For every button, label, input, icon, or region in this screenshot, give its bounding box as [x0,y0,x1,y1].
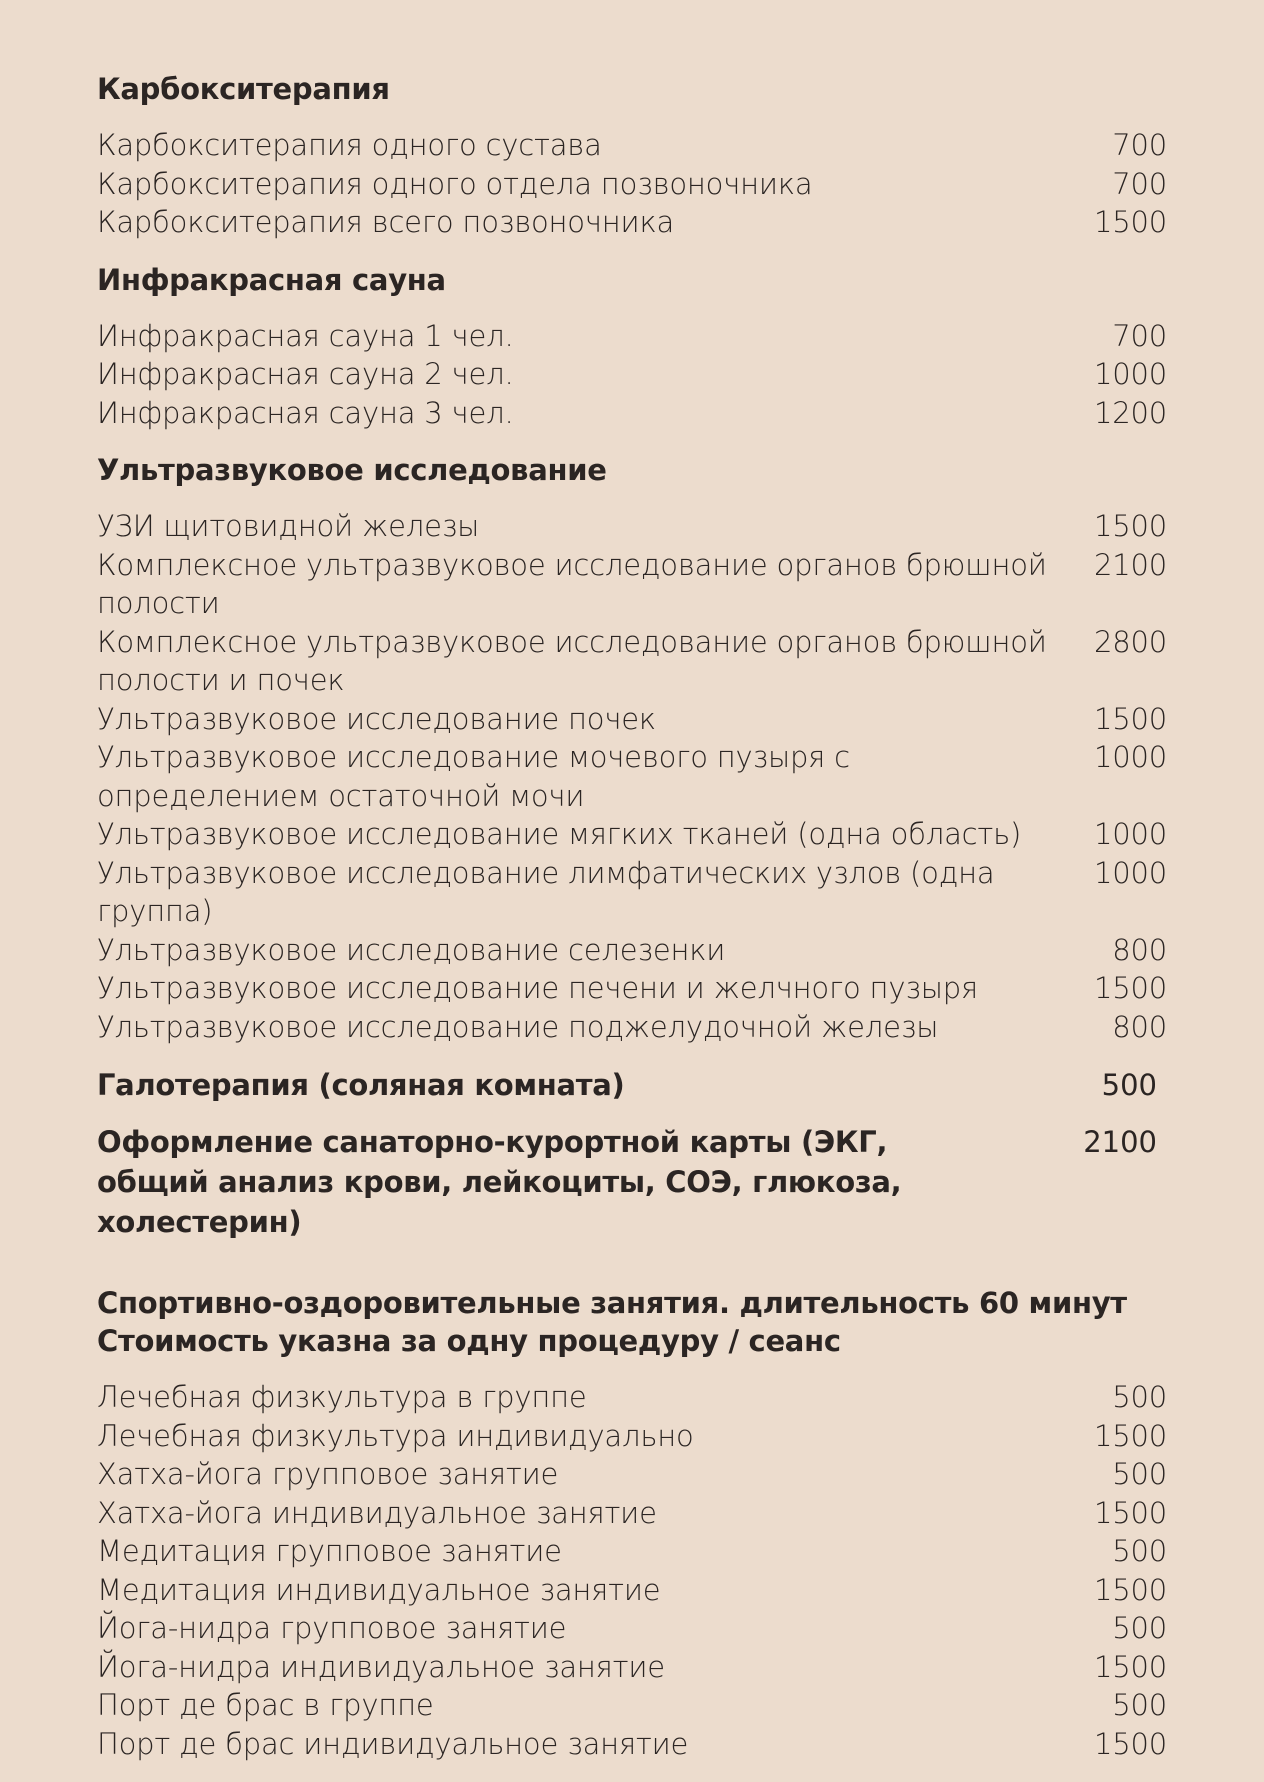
section-title-line: Спортивно-оздоровительные занятия. длительность 60 минут [97,1286,1127,1320]
service-price: 1500 [1093,971,1167,1005]
service-price: 1500 [1093,1726,1167,1761]
price-row [97,815,1167,854]
service-price: 1000 [1093,740,1167,774]
service-price: 1500 [1093,1572,1167,1607]
service-name: Медитация индивидуальное занятие [97,1572,661,1607]
price-row [97,1648,1167,1687]
service-price: 1200 [1093,395,1167,430]
service-name: Ультразвуковое исследование селезенки [97,932,726,967]
section-subtitle-line: Стоимость указна за одну процедуру / сеанс [97,1324,841,1358]
price-row [97,165,1167,204]
price-row [97,394,1167,433]
service-name: Оформление санаторно-курортной карты (ЭКГ, общий анализ крови, лейкоциты, СОЭ, глюкоза, холестерин) [97,1125,902,1239]
service-price: 1500 [1093,701,1167,736]
service-name: Галотерапия (соляная комната) [97,1068,625,1102]
service-price: 1000 [1093,357,1167,391]
service-name: Лечебная физкультура в группе [97,1380,587,1414]
service-price: 700 [1112,166,1167,201]
service-name: Порт де брас в группе [97,1688,434,1722]
price-row [97,317,1167,356]
price-row [97,623,1167,700]
service-price: 800 [1112,1009,1167,1044]
service-name: Инфракрасная сауна 2 чел. [97,357,514,391]
price-row [97,1609,1167,1648]
price-row [97,546,1167,623]
service-name: Йога-нидра индивидуальное занятие [97,1649,665,1684]
section-sport [97,1284,1167,1763]
service-name: Лечебная физкультура индивидуально [97,1418,694,1453]
service-name: Комплексное ультразвуковое исследование органов брюшной полости [97,547,1047,620]
price-list-content [97,70,1167,1782]
section-ultrasound [97,451,1167,1046]
halotherapy-row [97,1065,1167,1105]
service-price: 1500 [1093,1649,1167,1684]
service-name: Карбокситерапия одного отдела позвоночника [97,166,813,201]
price-row [97,1008,1167,1047]
price-row [97,507,1167,546]
service-price: 500 [1101,1068,1157,1102]
service-name: Карбокситерапия всего позвоночника [97,205,675,239]
price-row [97,1494,1167,1533]
price-row [97,1532,1167,1571]
price-row [97,1571,1167,1610]
service-name: Инфракрасная сауна 3 чел. [97,395,514,430]
price-row [97,203,1167,242]
price-row [97,969,1167,1008]
section-title [97,1284,1167,1360]
service-price: 700 [1112,128,1167,162]
price-row [97,126,1167,165]
section-title: Инфракрасная сауна [97,262,446,297]
service-price: 2800 [1093,624,1167,659]
price-row [97,355,1167,394]
section-infrared-sauna [97,261,1167,433]
service-name: Хатха-йога индивидуальное занятие [97,1495,657,1530]
price-row [97,1725,1167,1764]
price-row [97,1455,1167,1494]
service-name: Ультразвуковое исследование мочевого пузыря с определением остаточной мочи [97,740,850,813]
service-name: Ультразвуковое исследование поджелудочной железы [97,1009,939,1044]
service-price: 500 [1112,1380,1167,1414]
price-items [97,126,1167,242]
service-price: 1000 [1093,817,1167,851]
price-row [97,931,1167,970]
price-row [97,1686,1167,1725]
service-name: Инфракрасная сауна 1 чел. [97,318,514,353]
price-row [97,1378,1167,1417]
service-price: 500 [1112,1688,1167,1722]
service-name: Ультразвуковое исследование лимфатических узлов (одна группа) [97,855,995,928]
section-title: Ультразвуковое исследование [97,453,607,487]
service-name: Йога-нидра групповое занятие [97,1611,567,1645]
sanatorium-card-row [97,1122,1167,1242]
service-name: Комплексное ультразвуковое исследование органов брюшной полости и почек [97,624,1047,697]
service-name: Хатха-йога групповое занятие [97,1457,559,1491]
price-row [97,738,1167,815]
section-title: Карбокситерапия [97,72,390,106]
service-name: Ультразвуковое исследование почек [97,701,656,736]
service-price: 1500 [1093,1495,1167,1530]
section-carboxytherapy [97,70,1167,242]
service-price: 700 [1112,318,1167,353]
service-price: 500 [1112,1611,1167,1645]
service-name: Порт де брас индивидуальное занятие [97,1726,689,1761]
price-items [97,507,1167,1046]
service-name: УЗИ щитовидной железы [97,509,480,543]
service-name: Ультразвуковое исследование печени и желчного пузыря [97,971,978,1005]
price-row [97,854,1167,931]
price-row [97,700,1167,739]
service-price: 800 [1112,932,1167,967]
service-price: 1000 [1093,855,1167,890]
service-price: 1500 [1093,509,1167,543]
service-name: Медитация групповое занятие [97,1534,562,1568]
service-price: 1500 [1093,205,1167,239]
service-price: 500 [1112,1457,1167,1491]
service-price: 2100 [1083,1125,1157,1159]
price-row [97,1417,1167,1456]
price-items [97,1378,1167,1763]
service-price: 2100 [1093,547,1167,582]
service-price: 500 [1112,1534,1167,1568]
price-items [97,317,1167,433]
service-price: 1500 [1093,1418,1167,1453]
service-name: Карбокситерапия одного сустава [97,128,602,162]
service-name: Ультразвуковое исследование мягких тканей (одна область) [97,817,1022,851]
